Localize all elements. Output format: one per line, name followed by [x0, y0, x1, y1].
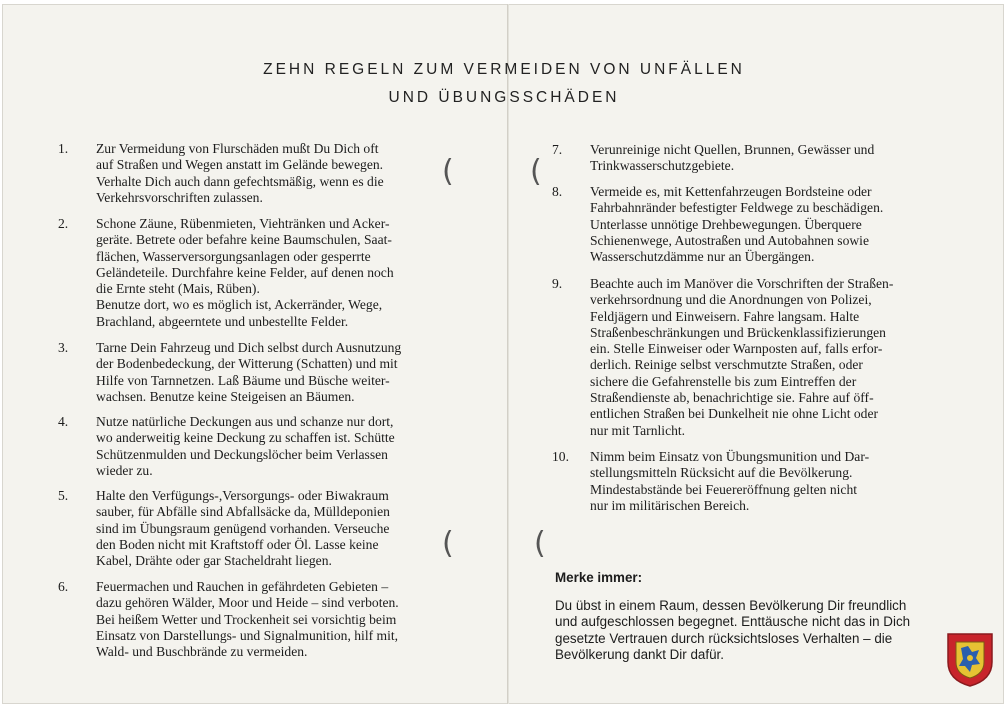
title-line-1: ZEHN REGELN ZUM VERMEIDEN VON UNFÄLLEN [263, 61, 745, 78]
rule-8 [552, 184, 962, 265]
rule-text: Nutze natürliche Deckungen aus und schanze nur dort, wo anderweitig keine Deckung zu schaffen ist. Schütte Schützenmulden und Deckungslöcher beim Verlassen wieder zu. [96, 414, 395, 478]
rule-1 [58, 141, 478, 206]
rule-number: 3. [58, 340, 69, 355]
rule-text: Zur Vermeidung von Flurschäden mußt Du Dich oft auf Straßen und Wegen anstatt im Gelände bewegen. Verhalte Dich auch dann gefechtsmäßig, wenn es die Verkehrsvorschriften zulassen. [96, 141, 384, 205]
rule-text: Beachte auch im Manöver die Vorschriften der Straßen- verkehrsordnung und die Anordnungen von Polizei, Feldjägern und Einweisern. Fahre langsam. Halte Straßenbeschränkungen und Brückenklassifizierungen ein. Stelle Einweiser oder Warnposten auf, falls erfor- derlich. Reinige selbst verschmutzte Straßen, oder sichere die Gefahrenstelle bis zum Eintreffen der Straßendienste ab, benachrichtige sie. Fahre auf öff- entlichen Straßen bei Dunkelheit nie ohne Licht oder nur mit Tarnlicht. [590, 276, 894, 438]
rule-number: 5. [58, 488, 69, 503]
rule-9 [552, 276, 962, 439]
rule-2 [58, 216, 478, 330]
rule-4 [58, 414, 478, 479]
card-fold [507, 4, 509, 704]
rule-text: Halte den Verfügungs-,Versorgungs- oder Biwakraum sauber, für Abfälle sind Abfallsäcke da, Mülldeponien sind im Übungsraum genügend vorhanden. Verseuche den Boden nicht mit Kraftstoff oder Öl. Lasse keine Kabel, Drähte oder gar Stacheldraht liegen. [96, 488, 390, 569]
rule-number: 4. [58, 414, 69, 429]
rule-text: Verunreinige nicht Quellen, Brunnen, Gewässer und Trinkwasserschutzgebiete. [590, 142, 875, 174]
rule-text: Schone Zäune, Rübenmieten, Viehtränken und Acker- geräte. Betrete oder befahre keine Baumschulen, Saat- flächen, Wasserversorgungsanlagen oder gesperrte Geländeteile. Durchfahre keine Felder, auf denen noch die Ernte steht (Mais, Rüben). Benutze dort, wo es möglich ist, Ackerränder, Wege, Brachland, abgeerntete und unbestellte Felder. [96, 216, 394, 329]
punch-hole-icon: ( [442, 154, 454, 189]
punch-hole-icon: ( [534, 526, 546, 561]
rule-5 [58, 488, 478, 569]
rule-number: 9. [552, 276, 563, 291]
merke-heading: Merke immer: [555, 570, 643, 585]
rule-6 [58, 579, 478, 660]
rule-number: 10. [552, 449, 569, 464]
punch-hole-icon: ( [530, 154, 542, 189]
rule-text: Nimm beim Einsatz von Übungsmunition und Dar- stellungsmitteln Rücksicht auf die Bevölkerung. Mindestabstände bei Feuereröffnung gelten nicht nur im militärischen Bereich. [590, 449, 870, 513]
rule-number: 8. [552, 184, 563, 199]
rule-number: 6. [58, 579, 69, 594]
rule-number: 2. [58, 216, 69, 231]
title-line-2: UND ÜBUNGSSCHÄDEN [388, 89, 620, 106]
rule-3 [58, 340, 478, 405]
rule-number: 1. [58, 141, 69, 156]
rule-10 [552, 449, 962, 514]
rule-text: Tarne Dein Fahrzeug und Dich selbst durch Ausnutzung der Bodenbedeckung, der Witterung (Schatten) und mit Hilfe von Tarnnetzen. Laß Bäume und Büsche weiter- wachsen. Benutze keine Steigeisen an Bäumen. [96, 340, 402, 404]
rule-text: Vermeide es, mit Kettenfahrzeugen Bordsteine oder Fahrbahnränder befestigter Feldwege zu beschädigen. Unterlasse unnötige Drehbewegungen. Überquere Schienenwege, Autostraßen und Autobahnen sowie Wasserschutzdämme nur an Übergängen. [590, 184, 884, 265]
rule-7 [552, 142, 962, 175]
rule-text: Feuermachen und Rauchen in gefährdeten Gebieten – dazu gehören Wälder, Moor und Heide – sind verboten. Bei heißem Wetter und Trockenheit sei vorsichtig beim Einsatz von Darstellungs- und Signalmunition, hilf mit, Wald- und Buschbrände zu vermeiden. [96, 579, 399, 660]
rule-number: 7. [552, 142, 563, 157]
merke-text: Du übst in einem Raum, dessen Bevölkerung Dir freundlich und aufgeschlossen begegnet. Enttäusche nicht das in Dich gesetzte Vertrauen durch rücksichtsloses Verhalten – die Bevölkerung dankt Dir dafür. [555, 598, 911, 662]
punch-hole-icon: ( [442, 526, 454, 561]
coat-of-arms-icon [946, 632, 994, 688]
